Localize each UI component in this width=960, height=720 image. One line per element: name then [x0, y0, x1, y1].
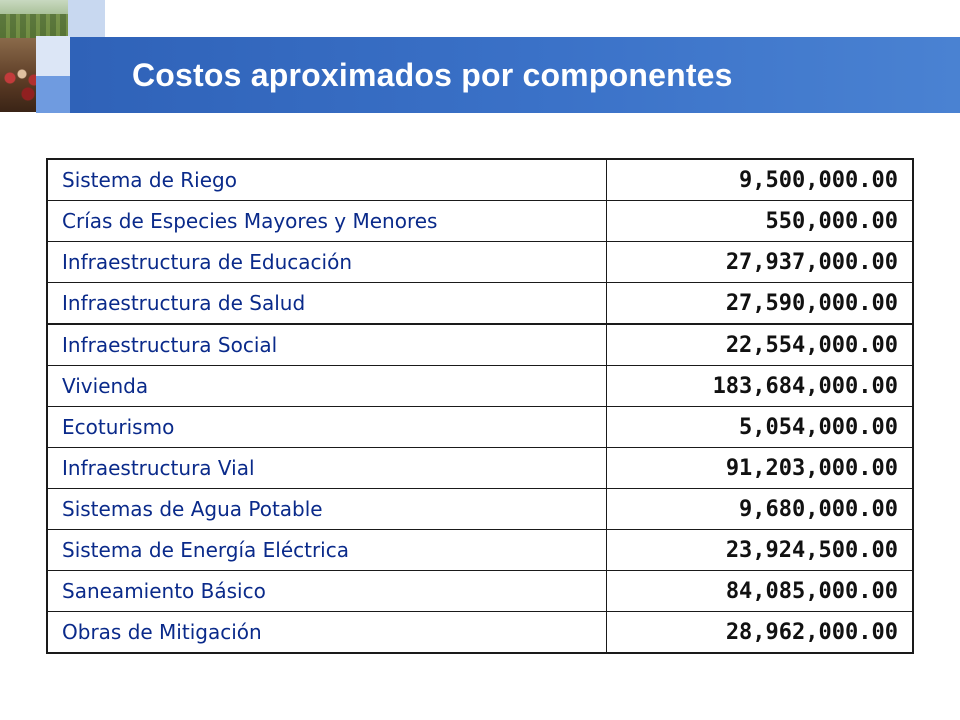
amount-cell: 183,684,000.00 — [606, 366, 913, 407]
table-row — [47, 201, 913, 242]
decor-tile — [36, 36, 70, 76]
table-row — [47, 407, 913, 448]
item-cell: Saneamiento Básico — [47, 571, 606, 612]
table-row — [47, 283, 913, 325]
item-cell: Sistema de Energía Eléctrica — [47, 530, 606, 571]
table-row — [47, 571, 913, 612]
decor-tile — [68, 0, 105, 37]
item-cell: Crías de Especies Mayores y Menores — [47, 201, 606, 242]
amount-cell: 91,203,000.00 — [606, 448, 913, 489]
item-cell: Infraestructura Vial — [47, 448, 606, 489]
amount-cell: 84,085,000.00 — [606, 571, 913, 612]
amount-cell: 27,937,000.00 — [606, 242, 913, 283]
table-row — [47, 612, 913, 654]
amount-cell: 9,680,000.00 — [606, 489, 913, 530]
amount-cell: 27,590,000.00 — [606, 283, 913, 325]
slide-title: Costos aproximados por componentes — [132, 57, 733, 93]
table-row — [47, 530, 913, 571]
table-row — [47, 242, 913, 283]
amount-cell: 22,554,000.00 — [606, 324, 913, 366]
item-cell: Infraestructura de Educación — [47, 242, 606, 283]
item-cell: Sistemas de Agua Potable — [47, 489, 606, 530]
decor-tile — [36, 76, 70, 113]
table-row — [47, 324, 913, 366]
table-row — [47, 159, 913, 201]
amount-cell: 550,000.00 — [606, 201, 913, 242]
item-cell: Vivienda — [47, 366, 606, 407]
item-cell: Ecoturismo — [47, 407, 606, 448]
item-cell: Obras de Mitigación — [47, 612, 606, 654]
item-cell: Infraestructura de Salud — [47, 283, 606, 325]
amount-cell: 28,962,000.00 — [606, 612, 913, 654]
table-row — [47, 489, 913, 530]
amount-cell: 23,924,500.00 — [606, 530, 913, 571]
item-cell: Sistema de Riego — [47, 159, 606, 201]
amount-cell: 5,054,000.00 — [606, 407, 913, 448]
photo-trees — [0, 14, 68, 38]
amount-cell: 9,500,000.00 — [606, 159, 913, 201]
cost-table — [46, 158, 914, 654]
table-row — [47, 366, 913, 407]
table-row — [47, 448, 913, 489]
item-cell: Infraestructura Social — [47, 324, 606, 366]
